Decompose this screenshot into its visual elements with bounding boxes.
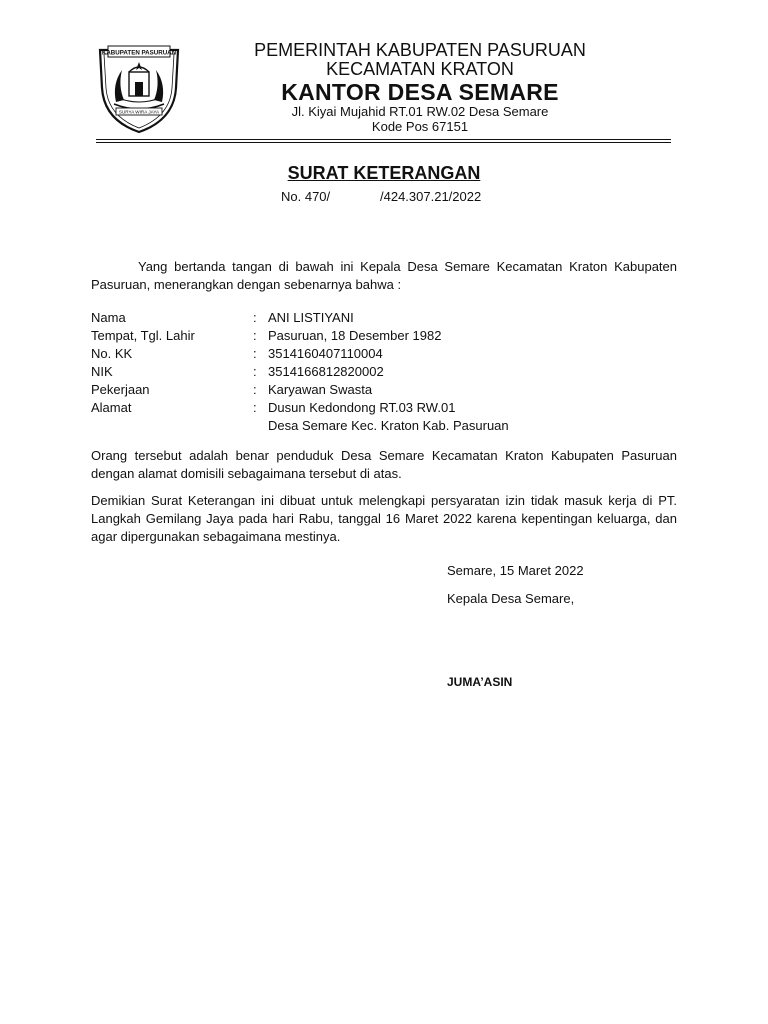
signature-place-date: Semare, 15 Maret 2022 — [447, 563, 584, 578]
field-label: No. KK — [91, 346, 133, 361]
field-value: Pasuruan, 18 Desember 1982 — [268, 328, 442, 343]
field-value: 3514166812820002 — [268, 364, 384, 379]
document-title: SURAT KETERANGAN — [287, 163, 481, 183]
field-value: ANI LISTIYANI — [268, 310, 354, 325]
field-value: 3514160407110004 — [268, 346, 383, 361]
field-label: NIK — [91, 364, 113, 379]
field-separator: : — [253, 364, 257, 379]
letterhead-office: KANTOR DESA SEMARE — [281, 79, 559, 105]
field-label: Tempat, Tgl. Lahir — [91, 328, 195, 343]
logo-text-bottom: SURYA WIRA JAYA — [118, 109, 160, 115]
logo-text-top: KABUPATEN PASURUAN — [101, 49, 177, 57]
document-number-prefix: No. 470/ — [281, 189, 331, 204]
field-value: Desa Semare Kec. Kraton Kab. Pasuruan — [268, 418, 509, 433]
residency-paragraph: Orang tersebut adalah benar penduduk Desa Semare Kecamatan Kraton Kabupaten Pasuruan dengan alamat domisili sebagaimana tersebut di atas. — [91, 448, 677, 481]
field-value: Karyawan Swasta — [268, 382, 373, 397]
letterhead-district: KECAMATAN KRATON — [326, 59, 514, 79]
letterhead-postcode: Kode Pos 67151 — [371, 119, 469, 134]
field-separator: : — [253, 400, 257, 415]
letterhead-government: PEMERINTAH KABUPATEN PASURUAN — [254, 40, 586, 60]
letterhead-divider — [96, 139, 671, 140]
field-separator: : — [253, 382, 257, 397]
field-separator: : — [253, 346, 257, 361]
letterhead-address: Jl. Kiyai Mujahid RT.01 RW.02 Desa Semare — [291, 104, 549, 119]
signature-role: Kepala Desa Semare, — [447, 591, 575, 606]
closing-paragraph: Demikian Surat Keterangan ini dibuat untuk melengkapi persyaratan izin tidak masuk kerja di PT. Langkah Gemilang Jaya pada hari Rabu, tanggal 16 Maret 2022 karena kepentingan keluarga, dan agar dipergunakan sebagaimana mestinya. — [91, 493, 677, 544]
field-label: Nama — [91, 310, 126, 325]
field-separator: : — [253, 310, 257, 325]
field-value: Dusun Kedondong RT.03 RW.01 — [268, 400, 456, 415]
document-number-suffix: /424.307.21/2022 — [380, 189, 482, 204]
kabupaten-pasuruan-crest-icon — [96, 42, 182, 134]
field-separator: : — [253, 328, 257, 343]
signatory-name: JUMA’ASIN — [447, 675, 513, 689]
field-label: Alamat — [91, 400, 132, 415]
intro-paragraph: Yang bertanda tangan di bawah ini Kepala Desa Semare Kecamatan Kraton Kabupaten Pasuruan, menerangkan dengan sebenarnya bahwa : — [91, 259, 677, 292]
field-label: Pekerjaan — [91, 382, 150, 397]
letterhead-divider-thin — [96, 142, 671, 143]
